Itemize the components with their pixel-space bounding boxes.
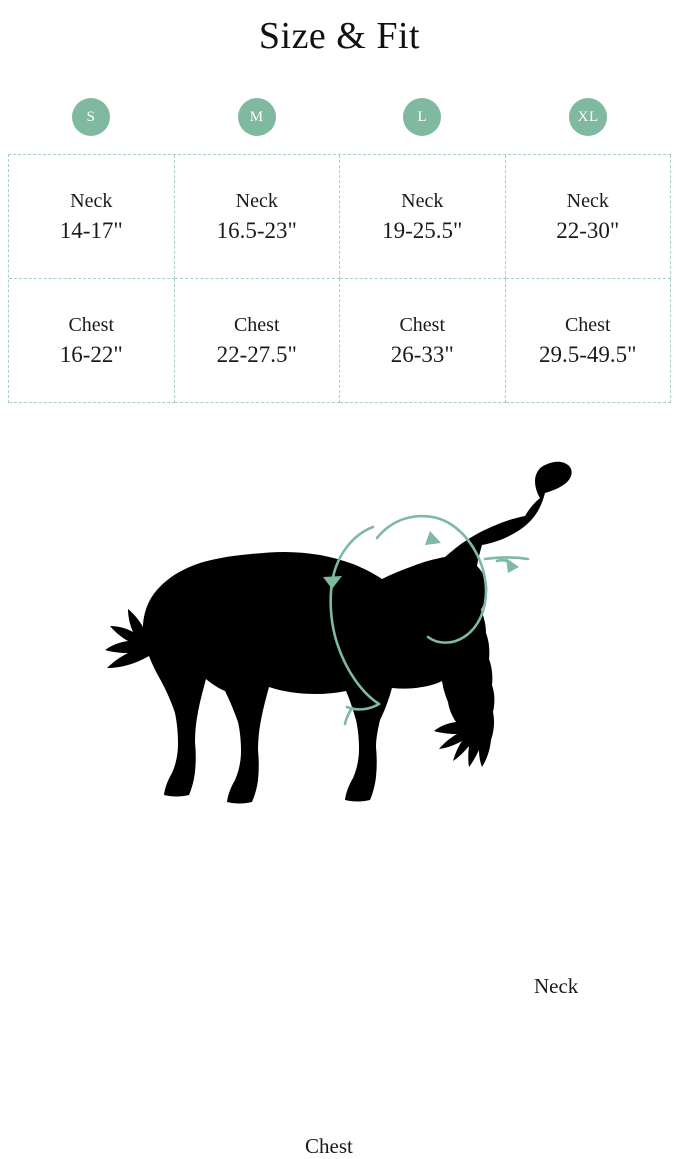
neck-value-xl: 22-30" [556,217,620,243]
neck-cell-l [340,155,506,279]
chest-label-l: Chest [399,313,446,336]
neck-label-m: Neck [235,189,278,212]
chest-cell-xl [506,279,672,403]
neck-label-l: Neck [401,189,444,212]
chest-leader-line [345,708,352,724]
neck-value-s: 14-17" [59,217,123,243]
size-badge-s[interactable]: S [72,98,110,136]
chest-cell-s [9,279,175,403]
chest-label-xl: Chest [564,313,611,336]
size-chart [0,94,679,403]
dog-silhouette-icon [105,462,572,804]
chest-cell-m [175,279,341,403]
chest-cell-l [340,279,506,403]
chest-diagram-label: Chest [305,1134,353,1158]
neck-cell-m [175,155,341,279]
size-badge-cell-xl [505,94,671,140]
size-badge-cell-m [174,94,340,140]
dog-diagram-svg [0,411,679,811]
size-badge-m[interactable]: M [238,98,276,136]
chest-value-xl: 29.5-49.5" [538,341,637,367]
chest-value-l: 26-33" [390,341,454,367]
chest-label-m: Chest [233,313,280,336]
neck-label-xl: Neck [566,189,609,212]
size-badge-xl[interactable]: XL [569,98,607,136]
chest-value-s: 16-22" [59,341,123,367]
measurements-grid [8,154,671,403]
chest-label-s: Chest [68,313,115,336]
neck-cell-s [9,155,175,279]
size-badges-row [8,94,671,140]
neck-value-l: 19-25.5" [382,217,463,243]
neck-diagram-label: Neck [534,974,579,998]
size-badge-l[interactable]: L [403,98,441,136]
neck-cell-xl [506,155,672,279]
dog-measurement-diagram [0,411,679,1158]
page-title: Size & Fit [258,15,421,57]
neck-label-s: Neck [70,189,113,212]
size-badge-cell-l [340,94,506,140]
neck-value-m: 16.5-23" [216,217,297,243]
chest-value-m: 22-27.5" [216,341,297,367]
size-badge-cell-s [8,94,174,140]
